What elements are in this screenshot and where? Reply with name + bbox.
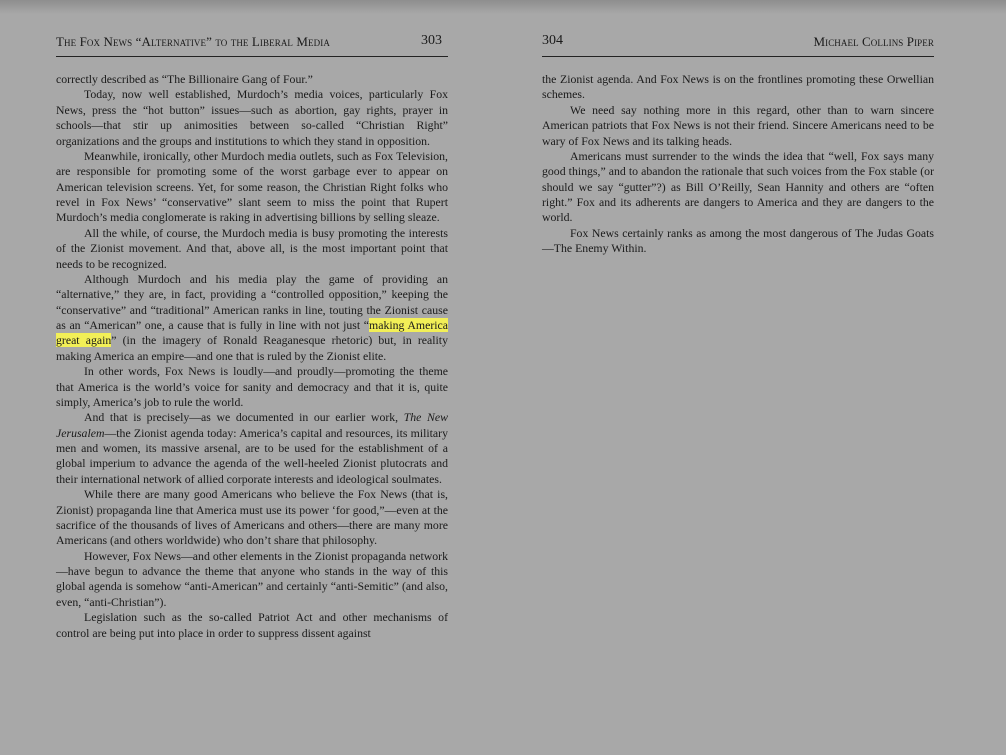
paragraph-text: ” (in the imagery of Ronald Reaganesque rhetoric) but, in reality making America an empire—and one that is ruled by the Zionist elite. [56,333,448,363]
highlighted-text[interactable]: making America great again [56,318,448,348]
paragraph: However, Fox News—and other elements in the Zionist propaganda network—have begun to advance the theme that anyone who stands in the way of this global agenda is somehow “anti-American” and certainly “anti-Semitic” (and also, even, “anti-Christian”). [56,548,448,609]
paragraph-text: —the Zionist agenda today: America’s capital and resources, its military men and women, its massive arsenal, are to be used for the establishment of a global imperium to advance the agenda of the well-heeled Zionist plutocrats and their international network of allied corporate interests and ideological soulmates. [56,425,448,486]
right-page-header [542,30,934,57]
left-running-title: The Fox News “Alternative” to the Liberal Media [56,34,330,49]
paragraph-text: Although Murdoch and his media play the game of providing an “alternative,” they are, in fact, providing a “controlled opposition,” keeping the “conservative” and “traditional” American ranks in line, touting the Zionist cause as an “American” one, a cause that is fully in line with not just “ [56,271,448,332]
paragraph: In other words, Fox News is loudly—and proudly—promoting the theme that America is the world’s voice for sanity and democracy and that it is, quite simply, America’s job to rule the world. [56,364,448,409]
paragraph: All the while, of course, the Murdoch media is busy promoting the interests of the Zionist movement. And that, above all, is the most important point that needs to be recognized. [56,225,448,271]
paragraph: the Zionist agenda. And Fox News is on the frontlines promoting these Orwellian schemes. [542,72,934,102]
right-page-number: 304 [542,33,563,48]
right-running-title: Michael Collins Piper [813,34,934,49]
left-page-number: 303 [421,33,442,48]
paragraph [56,272,448,364]
paragraph: Fox News certainly ranks as among the most dangerous of The Judas Goats—The Enemy Within. [542,225,934,256]
left-page [56,30,448,641]
paragraph: Legislation such as the so-called Patriot Act and other mechanisms of control are being put into place in order to suppress dissent against [56,610,448,640]
paragraph: We need say nothing more in this regard, other than to warn sincere American patriots that Fox News is not their friend. Sincere Americans need to be wary of Fox News and its talking heads. [542,102,934,148]
paragraph: Meanwhile, ironically, other Murdoch media outlets, such as Fox Television, are responsible for promoting some of the worst garbage ever to appear on American television screens. Yet, for some reason, the Christian Right folks who revel in Fox News’ “conservative” slant seem to miss the point that Rupert Murdoch’s media conglomerate is raking in advertising billions by selling sleaze. [56,148,448,225]
left-page-header [56,30,448,57]
left-page-body [56,72,448,641]
paragraph: Today, now well established, Murdoch’s media voices, particularly Fox News, press the “hot button” issues—such as abortion, gay rights, prayer in schools—that stir up animosities between so-called “Christian Right” organizations and the groups and institutions to which they stand in opposition. [56,87,448,148]
paragraph-text: And that is precisely—as we documented in our earlier work, [84,410,404,425]
right-page-body [542,72,934,257]
paragraph: correctly described as “The Billionaire Gang of Four.” [56,72,313,86]
paragraph [56,410,448,487]
viewer-top-shadow [0,0,1006,14]
paragraph: Americans must surrender to the winds the idea that “well, Fox says many good things,” and to abandon the rationale that such voices from the Fox stable (or should we say “gutter”?) as Bill O’Reilly, Sean Hannity and others are “often right.” Fox and its adherents are dangers to America and they are dangers to the world. [542,148,934,225]
book-title: The New Jerusalem [56,410,448,440]
right-page [542,30,934,257]
paragraph: While there are many good Americans who believe the Fox News (that is, Zionist) propaganda line that America must use its power ‘for good,”—even at the sacrifice of the thousands of lives of Americans and others—there are many more Americans (and others worldwide) who don’t share that philosophy. [56,487,448,548]
